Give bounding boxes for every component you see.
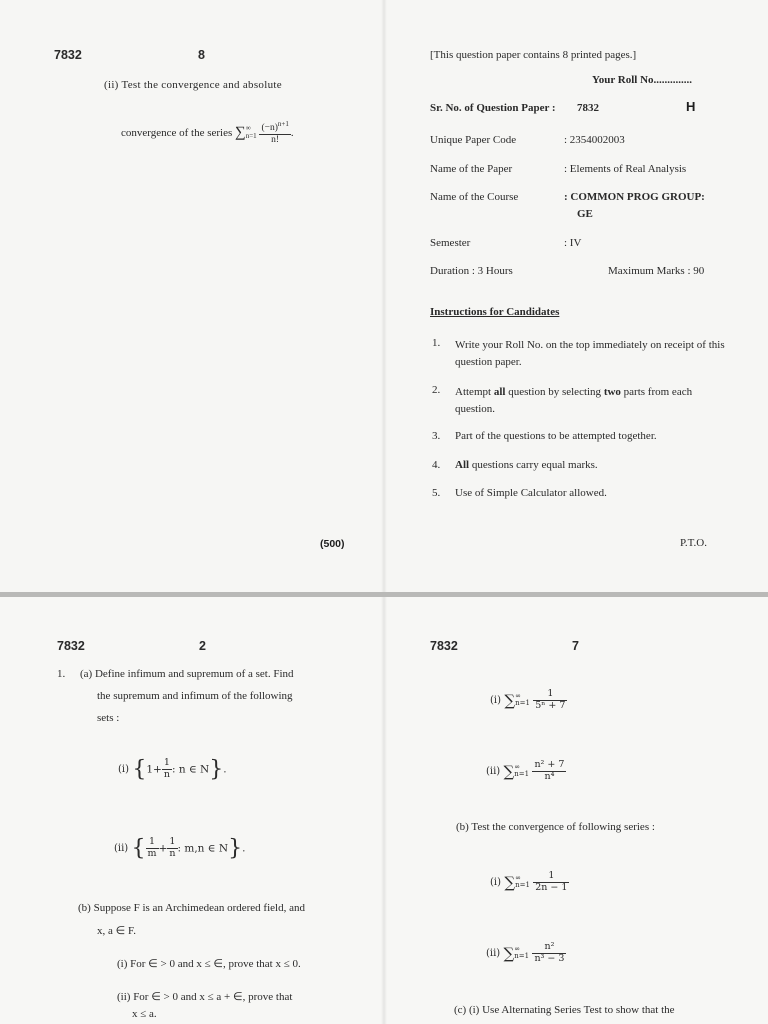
series-i: (i) ∑ ∞ n=1 $\frac{1}{\text{5ⁿ + 7}}$ bbox=[490, 688, 566, 711]
question-text: (c) (i) Use Alternating Series Test to show that the bbox=[454, 1004, 675, 1016]
pto-label: P.T.O. bbox=[680, 537, 707, 549]
instruction-text: Attempt all question by selecting two parts from each question. bbox=[455, 386, 693, 415]
info-label: Name of the Paper bbox=[430, 163, 513, 175]
page-number: 8 bbox=[198, 48, 205, 62]
sum-limits: ∞ n=1 bbox=[245, 124, 257, 140]
roll-number-field: Your Roll No.............. bbox=[592, 74, 693, 86]
serial-value: 7832 bbox=[577, 102, 599, 114]
question-part: (ii) For ∈ > 0 and x ≤ a + ∈, prove that bbox=[117, 991, 293, 1003]
set-i: (i) {1+ $\frac{1}{n}$ : n ∈ N}. bbox=[118, 757, 227, 782]
page-fold bbox=[381, 597, 387, 1024]
question-text: sets : bbox=[97, 712, 120, 724]
question-series: convergence of the series ∑ ∞ n=1 $\frac{(-n)^{n+1}}{n!}$ . bbox=[121, 120, 294, 146]
instructions-title: Instructions for Candidates bbox=[430, 306, 560, 318]
duration: Duration : 3 Hours bbox=[430, 265, 513, 277]
info-value: : IV bbox=[564, 237, 582, 249]
copies-count: (500) bbox=[320, 538, 345, 550]
info-value-cont: GE bbox=[577, 208, 593, 220]
info-label: Unique Paper Code bbox=[430, 134, 517, 146]
page-number: 2 bbox=[199, 639, 206, 653]
question-text: (a) Define infimum and supremum of a set. Find bbox=[80, 668, 294, 680]
series-fraction: $\frac{(-n)^{n+1}}{n!}$ bbox=[261, 120, 289, 146]
info-label: Name of the Course bbox=[430, 191, 519, 203]
page-fold bbox=[381, 0, 387, 592]
page-number: 7 bbox=[572, 639, 579, 653]
paper-code: 7832 bbox=[54, 48, 82, 62]
instruction-text: All questions carry equal marks. bbox=[455, 459, 598, 471]
serial-label: Sr. No. of Question Paper : bbox=[430, 102, 556, 114]
question-text: the supremum and infimum of the following bbox=[97, 690, 293, 702]
instruction-text: Part of the questions to be attempted together. bbox=[455, 430, 657, 442]
instruction-text: Write your Roll No. on the top immediately on receipt of this question paper. bbox=[455, 339, 725, 368]
info-value: : 2354002003 bbox=[564, 134, 625, 146]
question-text: (b) Suppose F is an Archimedean ordered field, and bbox=[78, 902, 305, 914]
instruction-text: Use of Simple Calculator allowed. bbox=[455, 487, 607, 499]
paper-contains: [This question paper contains 8 printed pages.] bbox=[430, 49, 637, 61]
question-text: (ii) Test the convergence and absolute bbox=[104, 79, 282, 91]
instruction-number: 4. bbox=[432, 459, 441, 471]
instruction-number: 2. bbox=[432, 384, 441, 396]
info-value: : COMMON PROG GROUP: bbox=[564, 191, 705, 203]
question-text: (b) Test the convergence of following series : bbox=[456, 821, 655, 833]
set-letter: H bbox=[686, 99, 696, 114]
question-text: x, a ∈ F. bbox=[97, 925, 136, 937]
maximum-marks: Maximum Marks : 90 bbox=[608, 265, 705, 277]
instruction-number: 1. bbox=[432, 337, 441, 349]
question-text: convergence of the series bbox=[121, 127, 233, 139]
paper-code: 7832 bbox=[57, 639, 85, 653]
series-ii: (ii) ∑ ∞ n=1 $\frac{\text{n² + 7}}{\text{n⁴}}$ bbox=[486, 759, 565, 782]
set-ii: (ii) { $\frac{1}{m}$ + $\frac{1}{n}$ : m,n ∈ N}. bbox=[114, 836, 246, 861]
series-iii: (i) ∑ ∞ n=1 $\frac{1}{2n - 1}$ bbox=[490, 870, 568, 893]
bottom-sheet bbox=[0, 597, 768, 1024]
info-label: Semester bbox=[430, 237, 471, 249]
question-number: 1. bbox=[57, 668, 66, 680]
instruction-number: 5. bbox=[432, 487, 441, 499]
info-value: : Elements of Real Analysis bbox=[564, 163, 687, 175]
sigma-symbol: ∑ bbox=[235, 124, 246, 141]
paper-code: 7832 bbox=[430, 639, 458, 653]
series-iv: (ii) ∑ ∞ n=1 $\frac{\text{n²}}{\text{n³ − 3}}$ bbox=[486, 941, 565, 964]
instruction-number: 3. bbox=[432, 430, 441, 442]
question-part: x ≤ a. bbox=[132, 1008, 157, 1020]
question-part: (i) For ∈ > 0 and x ≤ ∈, prove that x ≤ 0. bbox=[117, 958, 301, 970]
